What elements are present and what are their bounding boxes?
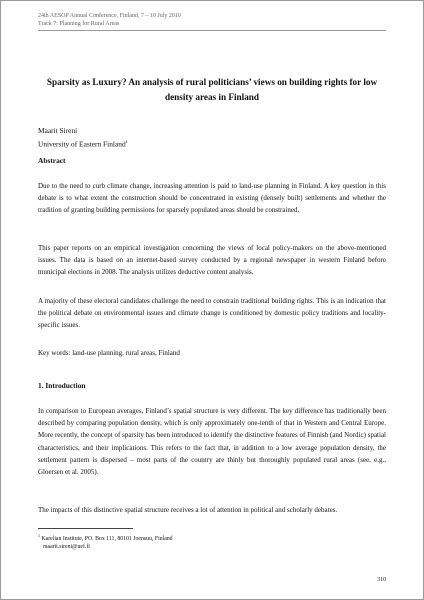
abstract-paragraph: A majority of these electoral candidates challenge the need to constrain traditional building rights. This is an indication that the political debate on environmental issues and climate change is conditioned by domestic policy traditions and locality-specific issues.: [38, 297, 386, 330]
keywords: Key words: land-use planning, rural areas, Finland: [38, 349, 180, 357]
footnote-mark: 1: [38, 533, 40, 538]
abstract-paragraph: This paper reports on an empirical investigation concerning the views of local policy-makers on the above-mentioned issues. The data is based on an internet-based survey conducted by a regional newspaper in western Finland before municipal elections in 2008. The analysis utilizes deductive content analysis.: [38, 244, 386, 277]
footnote-address: [38, 532, 173, 543]
footnote-divider: [38, 528, 133, 529]
header-divider: [38, 30, 386, 31]
abstract-paragraph: Due to the need to curb climate change, increasing attention is paid to land-use planning in Finland. A key question in this debate is to what extent the construction should be concentrated in existing (densely built) settlements and whether the tradition of granting building permissions for sparsely populated areas should be constrained.: [38, 182, 386, 215]
affiliation-footnote-mark: 1: [125, 139, 128, 144]
running-header: [38, 12, 181, 28]
paper-title: Sparsity as Luxury? An analysis of rural politicians’ views on building rights for low density areas in Finland: [46, 77, 378, 102]
abstract-heading: Abstract: [38, 156, 66, 165]
section-heading-introduction: 1. Introduction: [38, 381, 86, 390]
author-affiliation: [38, 136, 128, 149]
author-name: Maarit Sireni: [38, 126, 78, 135]
page-number: 310: [377, 577, 386, 583]
intro-paragraph: In comparison to European averages, Finland’s spatial structure is very different. The key difference has traditionally been described by comparing population density, which is only approximately one-tenth of that in Western and Central Europe. More recently, the concept of sparsity has been introduced to identify the distinctive features of Finnish (and Nordic) spatial characteristics, and their implications. This refers to the fact that, in addition to a low average population density, the settlement pattern is dispersed – most parts of the country are thinly but thoroughly populated rural areas (see, e.g., Gloersen et al. 2005).: [38, 407, 386, 477]
footnote: [38, 532, 173, 551]
intro-paragraph: The impacts of this distinctive spatial structure receives a lot of attention in political and scholarly debates.: [38, 506, 338, 514]
affiliation-text: University of Eastern Finland: [38, 139, 126, 149]
header-conference: 24th AESOP Annual Conference, Finland, 7 – 10 July 2010: [38, 13, 181, 19]
header-track: Track 7: Planning for Rural Areas: [38, 21, 120, 27]
footnote-address-text: Karelian Institute, PO. Box 111, 80101 Joensuu, Finland: [41, 535, 173, 542]
footnote-email: maarit.sireni@uef.fi: [43, 543, 90, 550]
